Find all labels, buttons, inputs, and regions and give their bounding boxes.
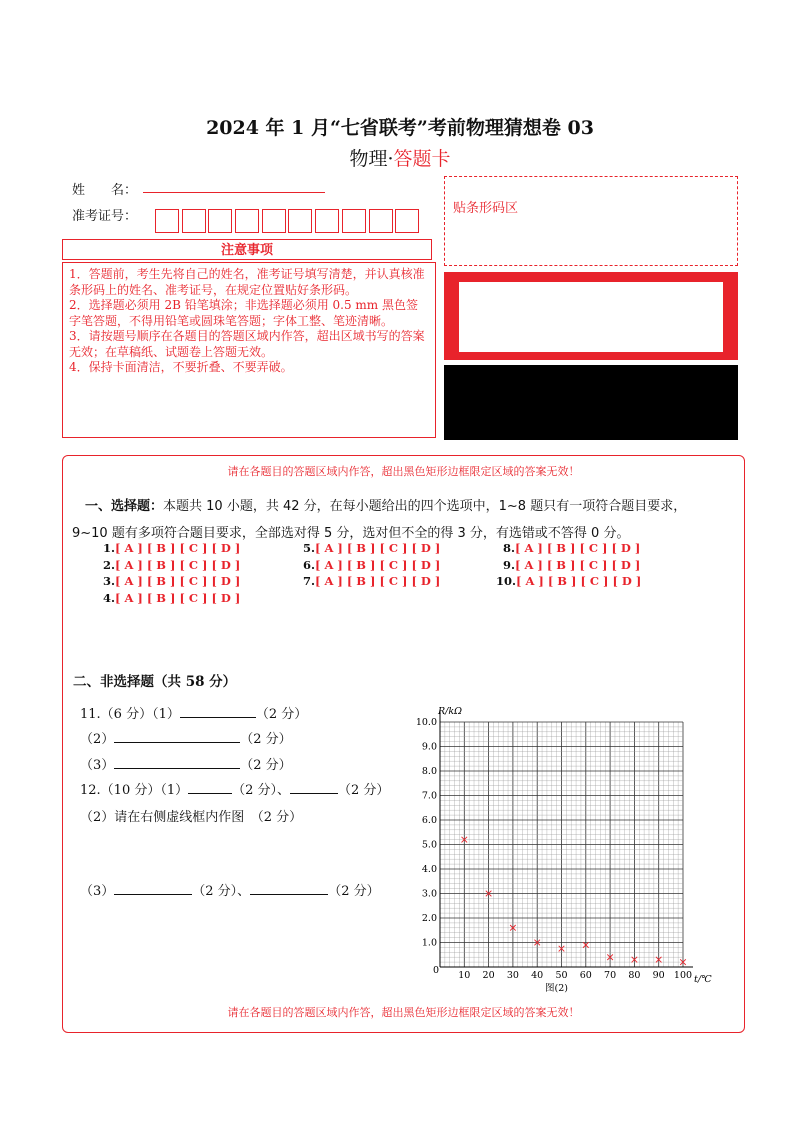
choice-number: 2. (103, 557, 116, 572)
chart-points (462, 837, 686, 965)
q12-line2: （2）请在右侧虚线框内作图 （2 分） (80, 810, 303, 825)
id-digit-box[interactable] (395, 209, 419, 233)
name-field[interactable] (143, 191, 325, 193)
choice-question[interactable] (496, 574, 641, 588)
id-digit-box[interactable] (155, 209, 179, 233)
id-digit-box[interactable] (262, 209, 286, 233)
origin-label: 0 (433, 965, 440, 976)
q12-3-label: （3） (80, 884, 115, 899)
choice-options[interactable]: [ A ] [ B ] [ C ] [ D ] (315, 541, 441, 555)
x-tick-label: 20 (482, 970, 495, 981)
notice-item: 2．选择题必须用 2B 铅笔填涂；非选择题必须用 0.5 mm 黑色签字笔答题，不得用铅笔或圆珠笔答题；字体工整、笔迹清晰。 (69, 298, 419, 328)
q12-line3 (80, 880, 380, 899)
warning-top: 请在各题目的答题区域内作答，超出黑色矩形边框限定区域的答案无效！ (227, 465, 580, 478)
y-tick-label: 7.0 (421, 790, 437, 802)
y-tick-label: 2.0 (421, 913, 437, 924)
q11-2-label: （2） (80, 732, 115, 747)
x-tick-label: 10 (458, 970, 471, 981)
choice-question[interactable] (103, 541, 240, 555)
y-tick-label: 4.0 (421, 864, 437, 875)
choice-question[interactable] (103, 574, 240, 588)
page-subtitle (0, 144, 800, 171)
choice-number: 4. (103, 590, 116, 605)
q12-1b-score: （2 分） (338, 783, 390, 798)
q12-1b-blank[interactable] (290, 792, 338, 794)
q12-1-blank[interactable] (188, 792, 232, 794)
q11-line2 (80, 728, 292, 747)
choice-number: 8. (503, 541, 516, 555)
y-tick-label: 9.0 (421, 741, 437, 753)
q12-label: 12.（10 分）（1） (80, 783, 189, 798)
red-marker-inner (459, 282, 723, 352)
x-tick-label: 50 (555, 970, 568, 981)
q12-3-score: （2 分）、 (192, 884, 251, 899)
q11-3-score: （2 分） (240, 758, 292, 773)
x-tick-label: 40 (531, 970, 544, 981)
y-tick-label: 3.0 (421, 888, 437, 900)
x-tick-label: 70 (604, 970, 617, 981)
id-digit-box[interactable] (315, 209, 339, 233)
choice-number: 5. (303, 541, 316, 555)
notice-body (62, 262, 436, 438)
x-tick-label: 30 (506, 970, 519, 981)
y-tick-label: 1.0 (421, 937, 437, 949)
choice-options[interactable]: [ A ] [ B ] [ C ] [ D ] (115, 541, 241, 555)
subtitle-subject: 物理· (349, 148, 394, 170)
q11-3-blank[interactable] (114, 767, 240, 769)
q12-line1 (80, 779, 389, 798)
choice-question[interactable] (303, 541, 440, 555)
y-tick-label: 5.0 (421, 839, 437, 851)
choice-options[interactable]: [ A ] [ B ] [ C ] [ D ] (515, 541, 641, 555)
q11-1-blank[interactable] (180, 716, 256, 718)
q12-3b-score: （2 分） (328, 884, 380, 899)
y-tick-label: 6.0 (421, 815, 437, 826)
warning-bottom: 请在各题目的答题区域内作答，超出黑色矩形边框限定区域的答案无效！ (227, 1006, 580, 1019)
choice-question[interactable] (103, 591, 240, 605)
x-tick-label: 80 (628, 970, 641, 981)
notice-item: 3．请按题号顺序在各题目的答题区域内作答，超出区域书写的答案无效；在草稿纸、试题卷上答题无效。 (69, 329, 425, 359)
choice-number: 9. (503, 557, 516, 572)
section1-intro (72, 493, 725, 547)
choice-question[interactable] (503, 541, 640, 555)
q11-3-label: （3） (80, 758, 115, 773)
choice-options[interactable]: [ A ] [ B ] [ C ] [ D ] (115, 590, 241, 605)
section1-intro-line2: 9~10 题有多项符合题目要求，全部选对得 5 分，选对但不全的得 3 分，有选错或不答得 0 分。 (72, 526, 630, 541)
x-tick-label: 90 (652, 970, 665, 981)
id-digit-box[interactable] (235, 209, 259, 233)
y-tick-label: 10.0 (415, 717, 437, 728)
notice-item: 4．保持卡面清洁，不要折叠、不要弄破。 (69, 360, 293, 374)
section1-heading: 一、选择题： (85, 499, 164, 514)
chart-caption: 图(2) (545, 983, 568, 994)
notice-heading: 注意事项 (62, 239, 432, 260)
q11-1-score: （2 分） (255, 707, 308, 722)
choice-number: 6. (303, 557, 316, 572)
y-axis-label: R/kΩ (438, 706, 462, 717)
barcode-area (444, 176, 738, 266)
choice-options[interactable]: [ A ] [ B ] [ C ] [ D ] (515, 557, 641, 572)
y-tick-label: 8.0 (421, 766, 437, 777)
choice-number: 7. (303, 574, 316, 588)
id-number-boxes[interactable] (155, 209, 422, 233)
id-label: 准考证号： (72, 209, 138, 224)
choice-question[interactable] (303, 574, 440, 588)
section1-intro-line1: 本题共 10 小题，共 42 分，在每小题给出的四个选项中，1~8 题只有一项符合题目要求， (163, 499, 687, 514)
subtitle-answer-card: 答题卡 (393, 148, 451, 170)
q11-line1 (80, 703, 307, 722)
id-digit-box[interactable] (288, 209, 312, 233)
chart-grid (440, 710, 693, 967)
choice-number: 1. (103, 541, 116, 555)
chart-ticks (416, 717, 692, 981)
choice-number: 10. (496, 574, 517, 588)
q11-2-blank[interactable] (114, 741, 240, 743)
id-digit-box[interactable] (208, 209, 232, 233)
x-tick-label: 60 (579, 970, 592, 981)
x-axis-label: t/℃ (694, 974, 712, 985)
q12-3b-blank[interactable] (250, 893, 328, 895)
q11-label: 11.（6 分）（1） (80, 707, 180, 722)
q12-1-score: （2 分）、 (232, 783, 291, 798)
q11-2-score: （2 分） (240, 732, 292, 747)
q11-line3 (80, 754, 292, 773)
section2-heading: 二、非选择题（共 58 分） (73, 674, 237, 690)
page-title: 2024 年 1 月“七省联考”考前物理猜想卷 03 (206, 117, 594, 139)
id-digit-box[interactable] (342, 209, 366, 233)
choice-question[interactable] (103, 558, 240, 572)
notice-item: 1．答题前，考生先将自己的姓名，准考证号填写清楚，并认真核准条形码上的姓名、准考证号，在规定位置贴好条形码。 (69, 267, 425, 297)
choice-question[interactable] (503, 558, 640, 572)
choice-options[interactable]: [ A ] [ B ] [ C ] [ D ] (315, 574, 441, 588)
resistance-temperature-chart[interactable] (405, 700, 720, 1000)
id-digit-box[interactable] (182, 209, 206, 233)
x-tick-label: 100 (673, 970, 693, 981)
id-digit-box[interactable] (369, 209, 393, 233)
choice-options[interactable]: [ A ] [ B ] [ C ] [ D ] (516, 574, 642, 588)
choice-number: 3. (103, 574, 116, 588)
choice-options[interactable]: [ A ] [ B ] [ C ] [ D ] (115, 557, 241, 572)
black-marker-block (444, 365, 738, 440)
choice-question[interactable] (303, 558, 440, 572)
q12-3-blank[interactable] (114, 893, 192, 895)
choice-options[interactable]: [ A ] [ B ] [ C ] [ D ] (315, 557, 441, 572)
name-label: 姓 名： (72, 183, 138, 198)
choice-options[interactable]: [ A ] [ B ] [ C ] [ D ] (115, 574, 241, 588)
barcode-label: 贴条形码区 (453, 201, 519, 216)
